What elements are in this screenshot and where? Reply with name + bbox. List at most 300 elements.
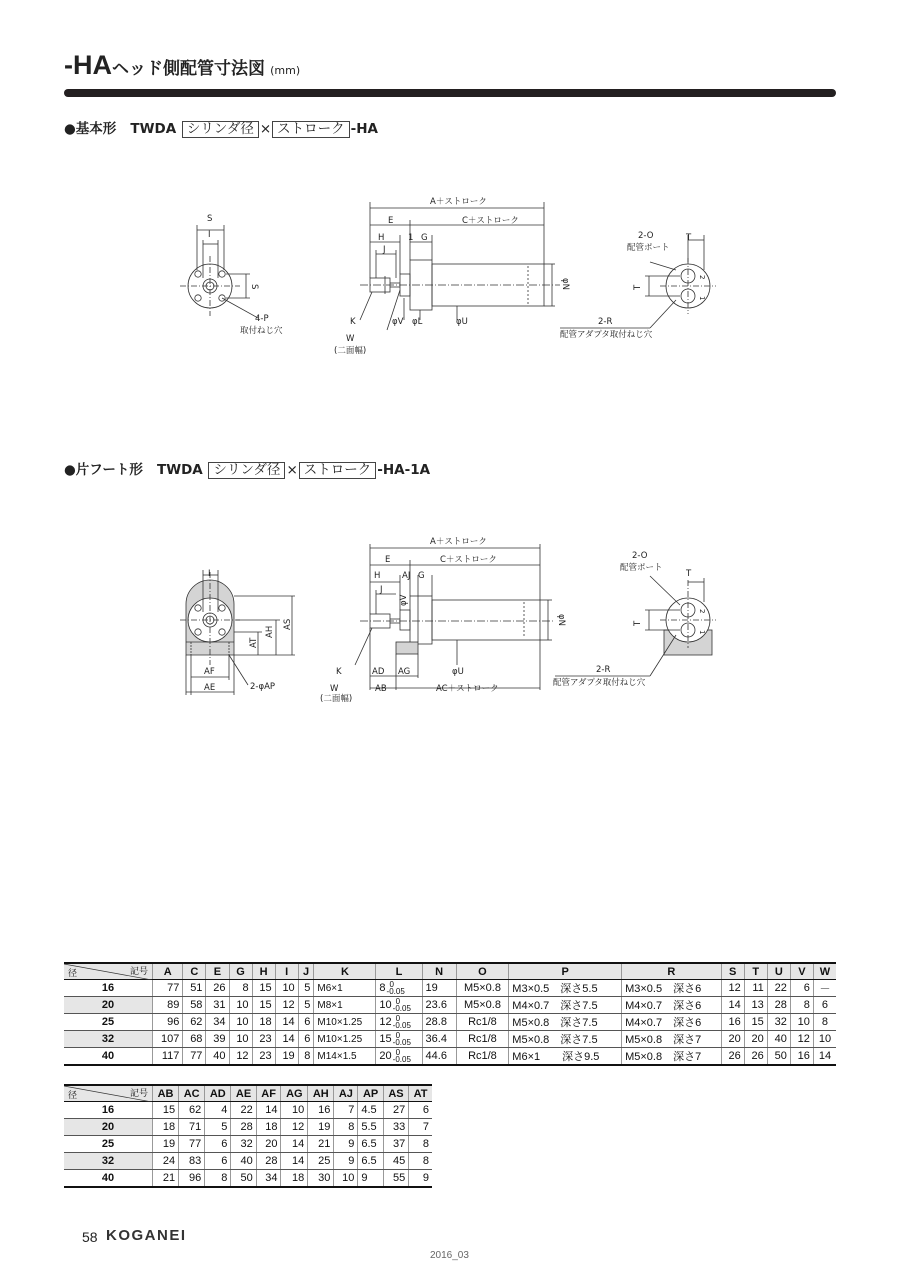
table-cell: 28 <box>256 1153 281 1170</box>
column-header-J: J <box>298 963 314 980</box>
table-cell: 25 <box>308 1153 334 1170</box>
table-cell: 20 <box>721 1031 744 1048</box>
dim-phiU: φU <box>456 317 468 327</box>
tolerance-lower: -0.05 <box>392 1021 411 1030</box>
table-cell: 9 <box>409 1170 432 1188</box>
table-cell: 40 <box>231 1153 256 1170</box>
dim-E: E <box>385 555 391 565</box>
port-1-label: 1 <box>698 630 706 635</box>
bore-size-cell: 32 <box>64 1031 153 1048</box>
table-cell: 5 <box>298 997 314 1014</box>
edition-date: 2016_03 <box>430 1250 469 1261</box>
dim-1: 1 <box>408 233 414 243</box>
table-cell: 18 <box>281 1170 308 1188</box>
dim-H: H <box>378 233 385 243</box>
dim-C: C＋ストローク <box>440 555 497 565</box>
table-row <box>64 1014 836 1031</box>
table-cell: Rc1/8 <box>456 1048 509 1066</box>
column-header-T: T <box>744 963 767 980</box>
table-cell: 9 <box>358 1170 383 1188</box>
table-cell: Rc1/8 <box>456 1031 509 1048</box>
table-cell: 12 <box>281 1119 308 1136</box>
table-cell: M10×1.25 <box>314 1014 376 1031</box>
column-header-AG: AG <box>281 1085 308 1102</box>
table-cell: 9 <box>334 1136 358 1153</box>
column-header-N: N <box>422 963 456 980</box>
table-cell: 15 <box>252 980 275 997</box>
column-header-K: K <box>314 963 376 980</box>
dim-L-value: 12 <box>379 1015 392 1028</box>
dim-A: A＋ストローク <box>430 197 487 207</box>
tolerance-lower: -0.05 <box>392 1038 411 1047</box>
table-cell: 6 <box>205 1153 231 1170</box>
table-cell: M6×1 <box>314 980 376 997</box>
table-row <box>64 1048 836 1066</box>
column-header-AB: AB <box>153 1085 179 1102</box>
table-cell: 28 <box>231 1119 256 1136</box>
dim-AF: AF <box>204 667 215 677</box>
dim-T: T <box>686 569 692 579</box>
dim-I: I <box>208 230 211 240</box>
table-cell: 10 <box>790 1014 813 1031</box>
dim-T: T <box>686 233 692 243</box>
table-cell: 5.5 <box>358 1119 383 1136</box>
table-cell: M3×0.5 深さ6 <box>622 980 722 997</box>
table-cell: M5×0.8 深さ7.5 <box>509 1014 622 1031</box>
dim-AJ: AJ <box>402 571 411 581</box>
dim-P-count: 4-P <box>255 314 269 324</box>
column-header-A: A <box>153 963 183 980</box>
table-cell: 10 <box>229 1014 252 1031</box>
table-cell: 14 <box>813 1048 836 1066</box>
table-cell: 39 <box>206 1031 229 1048</box>
table-row <box>64 1136 432 1153</box>
table-cell: 12 <box>275 997 298 1014</box>
column-header-AS: AS <box>383 1085 408 1102</box>
dim-L-value: 10 <box>379 998 392 1011</box>
table-cell: 26 <box>744 1048 767 1066</box>
tolerance-upper: 0 <box>395 1048 401 1057</box>
table-cell: 40 <box>767 1031 790 1048</box>
model-suffix: -HA-1A <box>377 462 431 478</box>
column-header-AT: AT <box>409 1085 432 1102</box>
table-cell: 28.8 <box>422 1014 456 1031</box>
table-cell: 13 <box>744 997 767 1014</box>
table-cell: 19 <box>422 980 456 997</box>
bore-box: シリンダ径 <box>208 462 285 479</box>
bore-size-cell: 16 <box>64 980 153 997</box>
table-cell: 16 <box>790 1048 813 1066</box>
table-cell: 33 <box>383 1119 408 1136</box>
dim-R-count: 2-R <box>598 317 613 327</box>
column-header-AP: AP <box>358 1085 383 1102</box>
table-cell: 83 <box>179 1153 205 1170</box>
dim-phiV: φV <box>392 317 404 327</box>
dim-W-note: (二面幅) <box>320 694 353 704</box>
page-title <box>64 52 300 79</box>
port-2-label: 2 <box>698 275 706 280</box>
dim-phiN: φN <box>560 278 570 290</box>
column-header-AD: AD <box>205 1085 231 1102</box>
dim-T-side: T <box>633 284 643 290</box>
tolerance-upper: 0 <box>395 1014 401 1023</box>
table-cell: 8 <box>409 1136 432 1153</box>
table-cell: 96 <box>153 1014 183 1031</box>
table-cell: 4.5 <box>358 1102 383 1119</box>
table-cell: 20 <box>256 1136 281 1153</box>
table-cell: 77 <box>153 980 183 997</box>
corner-bore-label: 径 <box>68 1090 78 1100</box>
table-cell: M5×0.8 深さ7 <box>622 1031 722 1048</box>
column-header-E: E <box>206 963 229 980</box>
stroke-box: ストローク <box>299 462 377 479</box>
bullet: ● <box>64 121 76 137</box>
dim-R-text: 配管アダプタ取付ねじ穴 <box>553 678 646 688</box>
column-header-W: W <box>813 963 836 980</box>
dimension-table-foot <box>64 1084 432 1188</box>
table-cell: M4×0.7 深さ6 <box>622 1014 722 1031</box>
table-cell: 18 <box>256 1119 281 1136</box>
table-cell: 12 <box>229 1048 252 1066</box>
table-cell <box>376 1048 422 1066</box>
table-cell: 8 <box>409 1153 432 1170</box>
dim-K: K <box>350 317 356 327</box>
column-header-AJ: AJ <box>334 1085 358 1102</box>
dim-J: J <box>380 585 383 595</box>
tolerance-upper: 0 <box>395 1031 401 1040</box>
dim-P-text: 取付ねじ穴 <box>240 326 283 336</box>
dim-R-text: 配管アダプタ取付ねじ穴 <box>560 330 653 340</box>
table-cell: 32 <box>231 1136 256 1153</box>
table-row <box>64 1153 432 1170</box>
table-cell: 15 <box>252 997 275 1014</box>
table-cell: 62 <box>179 1102 205 1119</box>
dim-L-value: 8 <box>379 981 386 994</box>
table-cell: 16 <box>308 1102 334 1119</box>
column-header-O: O <box>456 963 509 980</box>
model-code: TWDA <box>157 462 203 478</box>
dim-J: J <box>383 245 386 255</box>
title-main: ヘッド側配管寸法図 <box>112 59 265 79</box>
table-row <box>64 1031 836 1048</box>
table-cell: 14 <box>281 1153 308 1170</box>
table-cell <box>376 1031 422 1048</box>
table-cell: 9 <box>334 1153 358 1170</box>
table-cell: 32 <box>767 1014 790 1031</box>
table-cell: 8 <box>298 1048 314 1066</box>
dim-K: K <box>336 667 342 677</box>
section-heading-basic <box>64 120 378 138</box>
table-row <box>64 1102 432 1119</box>
dim-G: G <box>421 233 428 243</box>
table-cell: 8 <box>334 1119 358 1136</box>
table-cell: 6 <box>790 980 813 997</box>
table-cell: 6 <box>298 1031 314 1048</box>
table-cell: 5 <box>298 980 314 997</box>
table-cell: 18 <box>252 1014 275 1031</box>
dim-AB: AB <box>375 684 387 694</box>
bullet: ● <box>64 462 76 478</box>
bore-size-cell: 40 <box>64 1048 153 1066</box>
stroke-box: ストローク <box>272 121 350 138</box>
table-cell: 58 <box>183 997 206 1014</box>
table-cell: 23.6 <box>422 997 456 1014</box>
table-cell: 30 <box>308 1170 334 1188</box>
tolerance <box>393 1015 411 1029</box>
title-rule <box>64 89 836 97</box>
table-cell: 44.6 <box>422 1048 456 1066</box>
bore-size-cell: 25 <box>64 1136 153 1153</box>
table-cell: M5×0.8 深さ7 <box>622 1048 722 1066</box>
table-cell: 12 <box>721 980 744 997</box>
dim-AD: AD <box>372 667 385 677</box>
tolerance-lower: -0.05 <box>392 1004 411 1013</box>
column-header-H: H <box>252 963 275 980</box>
dim-E: E <box>388 216 394 226</box>
table-cell: 5 <box>205 1119 231 1136</box>
column-header-L: L <box>376 963 422 980</box>
table-cell: 7 <box>334 1102 358 1119</box>
brand-logo: KOGANEI <box>106 1227 187 1244</box>
dim-AS: AS <box>283 618 293 630</box>
dimension-drawing-foot <box>0 530 900 710</box>
table-cell: 20 <box>744 1031 767 1048</box>
table-row <box>64 980 836 997</box>
column-header-AE: AE <box>231 1085 256 1102</box>
table-cell: 19 <box>153 1136 179 1153</box>
table-cell: 26 <box>206 980 229 997</box>
bore-box: シリンダ径 <box>182 121 259 138</box>
dim-S-side: S <box>249 284 259 290</box>
bore-size-cell: 32 <box>64 1153 153 1170</box>
table-cell: 89 <box>153 997 183 1014</box>
table-cell: 4 <box>205 1102 231 1119</box>
dim-O-text: 配管ポート <box>620 563 663 573</box>
table-cell: 77 <box>179 1136 205 1153</box>
table-cell: 40 <box>206 1048 229 1066</box>
dim-G: G <box>418 571 425 581</box>
table-cell: 22 <box>767 980 790 997</box>
table-corner-header <box>64 1085 153 1102</box>
table-cell: 50 <box>767 1048 790 1066</box>
table-row <box>64 997 836 1014</box>
table-cell: 6 <box>813 997 836 1014</box>
table-cell: 68 <box>183 1031 206 1048</box>
table-cell: 12 <box>790 1031 813 1048</box>
table-cell: 71 <box>179 1119 205 1136</box>
dim-L-value: 20 <box>379 1049 392 1062</box>
tolerance-lower: -0.05 <box>386 987 405 996</box>
table-cell: 14 <box>275 1014 298 1031</box>
dim-AH: AH <box>265 625 275 638</box>
table-corner-header <box>64 963 153 980</box>
table-cell: 50 <box>231 1170 256 1188</box>
table-cell: M4×0.7 深さ7.5 <box>509 997 622 1014</box>
table-cell: 7 <box>409 1119 432 1136</box>
dim-T-side: T <box>633 620 643 626</box>
table-cell: 14 <box>281 1136 308 1153</box>
corner-symbol-label: 記号 <box>129 1088 148 1098</box>
dim-H: H <box>374 571 381 581</box>
table-cell: 18 <box>153 1119 179 1136</box>
table-cell: M5×0.8 深さ7.5 <box>509 1031 622 1048</box>
column-header-G: G <box>229 963 252 980</box>
table-cell: M8×1 <box>314 997 376 1014</box>
table-cell: 6 <box>409 1102 432 1119</box>
port-2-label: 2 <box>698 609 706 614</box>
port-1-label: 1 <box>698 296 706 301</box>
table-cell: 36.4 <box>422 1031 456 1048</box>
dim-phiN: φN <box>556 614 566 626</box>
dim-W-note: (二面幅) <box>334 346 367 356</box>
table-cell: M6×1 深さ9.5 <box>509 1048 622 1066</box>
dim-L-value: 15 <box>379 1032 392 1045</box>
table-cell: 10 <box>334 1170 358 1188</box>
dim-AT: AT <box>249 637 259 648</box>
table-cell: 37 <box>383 1136 408 1153</box>
dim-phiL: φL <box>412 317 423 327</box>
dim-O-count: 2-O <box>638 231 654 241</box>
table-cell: 23 <box>252 1048 275 1066</box>
dim-I: I <box>208 569 211 579</box>
title-code: -HA <box>64 50 112 80</box>
dim-AG: AG <box>398 667 411 677</box>
table-cell: 77 <box>183 1048 206 1066</box>
table-row <box>64 1170 432 1188</box>
column-header-I: I <box>275 963 298 980</box>
table-cell: － <box>813 980 836 997</box>
table-cell: M14×1.5 <box>314 1048 376 1066</box>
corner-bore-label: 径 <box>68 968 78 978</box>
table-cell: 107 <box>153 1031 183 1048</box>
dim-O-text: 配管ポート <box>627 243 670 253</box>
column-header-AF: AF <box>256 1085 281 1102</box>
model-code: TWDA <box>130 121 177 137</box>
table-cell: 22 <box>231 1102 256 1119</box>
tolerance-lower: -0.05 <box>392 1055 411 1064</box>
column-header-V: V <box>790 963 813 980</box>
table-cell <box>376 997 422 1014</box>
dim-phiV: φV <box>399 594 409 606</box>
table-cell: 6 <box>298 1014 314 1031</box>
table-cell: Rc1/8 <box>456 1014 509 1031</box>
table-cell: 117 <box>153 1048 183 1066</box>
dimension-table-main <box>64 962 836 1066</box>
tolerance <box>393 998 411 1012</box>
dim-AE: AE <box>204 683 216 693</box>
tolerance <box>393 1032 411 1046</box>
table-cell: 34 <box>206 1014 229 1031</box>
bore-size-cell: 16 <box>64 1102 153 1119</box>
table-cell: 21 <box>153 1170 179 1188</box>
table-cell: 11 <box>744 980 767 997</box>
tolerance-upper: 0 <box>389 980 394 989</box>
dim-AP: 2-φAP <box>250 682 276 692</box>
dim-R-count: 2-R <box>596 665 611 675</box>
section-type: 片フート形 <box>75 462 143 478</box>
column-header-AH: AH <box>308 1085 334 1102</box>
table-cell: 6.5 <box>358 1153 383 1170</box>
table-cell: 10 <box>229 1031 252 1048</box>
table-cell: 26 <box>721 1048 744 1066</box>
table-cell: 16 <box>721 1014 744 1031</box>
column-header-R: R <box>622 963 722 980</box>
table-cell: M5×0.8 <box>456 980 509 997</box>
table-cell <box>376 1014 422 1031</box>
dim-AC: AC＋ストローク <box>436 684 499 694</box>
section-type: 基本形 <box>75 121 117 137</box>
dim-W: W <box>330 684 339 694</box>
table-cell: 8 <box>813 1014 836 1031</box>
column-header-P: P <box>509 963 622 980</box>
dim-phiU: φU <box>452 667 464 677</box>
table-cell: 14 <box>275 1031 298 1048</box>
table-cell: M10×1.25 <box>314 1031 376 1048</box>
dim-O-count: 2-O <box>632 551 648 561</box>
tolerance-upper: 0 <box>395 997 401 1006</box>
bore-size-cell: 25 <box>64 1014 153 1031</box>
table-cell: 14 <box>256 1102 281 1119</box>
table-cell: 28 <box>767 997 790 1014</box>
table-cell: M4×0.7 深さ6 <box>622 997 722 1014</box>
dim-A: A＋ストローク <box>430 537 487 547</box>
table-cell: 6.5 <box>358 1136 383 1153</box>
dim-W: W <box>346 334 355 344</box>
table-cell: 27 <box>383 1102 408 1119</box>
table-cell: 45 <box>383 1153 408 1170</box>
page-number: 58 <box>82 1229 98 1245</box>
table-cell: 10 <box>229 997 252 1014</box>
column-header-AC: AC <box>179 1085 205 1102</box>
table-cell: 15 <box>153 1102 179 1119</box>
table-cell: 23 <box>252 1031 275 1048</box>
column-header-S: S <box>721 963 744 980</box>
dim-S: S <box>207 214 213 224</box>
bore-size-cell: 20 <box>64 997 153 1014</box>
table-cell: 96 <box>179 1170 205 1188</box>
table-cell: 34 <box>256 1170 281 1188</box>
table-row <box>64 1119 432 1136</box>
bore-size-cell: 40 <box>64 1170 153 1188</box>
table-cell: 62 <box>183 1014 206 1031</box>
column-header-C: C <box>183 963 206 980</box>
column-header-U: U <box>767 963 790 980</box>
table-cell: 31 <box>206 997 229 1014</box>
table-cell: 19 <box>275 1048 298 1066</box>
table-cell: 51 <box>183 980 206 997</box>
table-cell: M5×0.8 <box>456 997 509 1014</box>
section-heading-foot <box>64 461 430 479</box>
table-cell: M3×0.5 深さ5.5 <box>509 980 622 997</box>
model-suffix: -HA <box>350 121 378 137</box>
table-cell: 19 <box>308 1119 334 1136</box>
times-sign: × <box>259 121 272 137</box>
table-cell <box>376 980 422 997</box>
table-cell: 8 <box>790 997 813 1014</box>
table-cell: 55 <box>383 1170 408 1188</box>
table-cell: 10 <box>813 1031 836 1048</box>
tolerance <box>387 981 405 995</box>
bore-size-cell: 20 <box>64 1119 153 1136</box>
dimension-drawing-basic <box>0 190 900 370</box>
table-cell: 6 <box>205 1136 231 1153</box>
dim-C: C＋ストローク <box>462 216 519 226</box>
title-unit: (mm) <box>270 64 301 77</box>
corner-symbol-label: 記号 <box>129 966 148 976</box>
times-sign: × <box>286 462 298 478</box>
table-cell: 14 <box>721 997 744 1014</box>
table-cell: 24 <box>153 1153 179 1170</box>
